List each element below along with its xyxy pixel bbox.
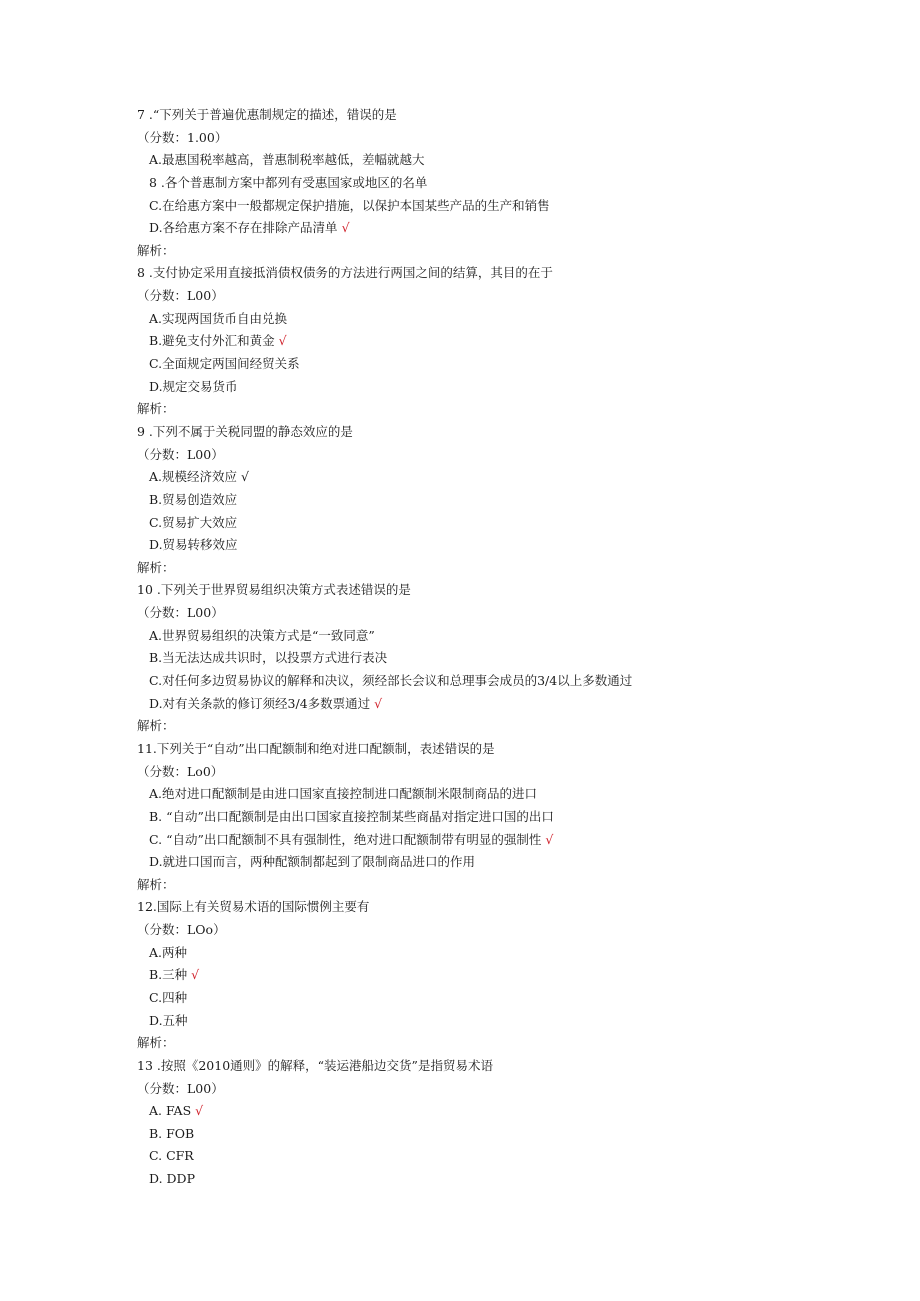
answer-option-text: B.三种 bbox=[149, 967, 188, 983]
correct-answer-check: √ bbox=[374, 695, 383, 711]
answer-option-text: A. FAS bbox=[149, 1103, 192, 1119]
answer-option bbox=[137, 670, 837, 693]
answer-option-text: B. “自动”出口配额制是由出口国家直接控制某些商晶对指定进口国的出口 bbox=[149, 808, 554, 824]
answer-option-text: C. “自动”出口配额制不具有强制性，绝对进口配额制带有明显的强制性 bbox=[149, 831, 542, 847]
answer-option bbox=[137, 987, 837, 1010]
correct-answer-check: √ bbox=[191, 967, 200, 983]
correct-answer-check: √ bbox=[341, 220, 350, 236]
analysis-label bbox=[137, 715, 837, 738]
answer-option bbox=[137, 308, 837, 331]
score-line-text: （分数：1.00） bbox=[137, 129, 228, 145]
answer-option-text: A.世界贸易组织的决策方式是“一致同意” bbox=[149, 627, 375, 643]
score-line bbox=[137, 444, 837, 467]
answer-option bbox=[137, 330, 837, 353]
question-stem bbox=[137, 1055, 837, 1078]
score-line bbox=[137, 1078, 837, 1101]
question-stem bbox=[137, 421, 837, 444]
answer-option bbox=[137, 964, 837, 987]
answer-option-text: B.当无法达成共识时，以投票方式进行表决 bbox=[149, 650, 388, 666]
correct-answer-check: √ bbox=[241, 469, 249, 485]
score-line bbox=[137, 127, 837, 150]
score-line bbox=[137, 919, 837, 942]
correct-answer-check: √ bbox=[278, 333, 287, 349]
answer-option bbox=[137, 1010, 837, 1033]
score-line-text: （分数：L00） bbox=[137, 288, 224, 304]
answer-option bbox=[137, 783, 837, 806]
answer-option-text: C.全面规定两国间经贸关系 bbox=[149, 356, 300, 372]
score-line-text: （分数：L00） bbox=[137, 605, 224, 621]
answer-option bbox=[137, 829, 837, 852]
correct-answer-check: √ bbox=[195, 1103, 204, 1119]
question-stem-text: 11.下列关于“自动”出口配额制和绝对进口配额制，表述错误的是 bbox=[137, 740, 495, 756]
answer-option bbox=[137, 693, 837, 716]
question-stem-text: 10 .下列关于世界贸易组织决策方式表述错误的是 bbox=[137, 582, 411, 598]
analysis-label-text: 解析： bbox=[137, 242, 175, 258]
analysis-label-text: 解析： bbox=[137, 559, 175, 575]
analysis-label bbox=[137, 557, 837, 580]
score-line bbox=[137, 285, 837, 308]
analysis-label bbox=[137, 874, 837, 897]
answer-option-text: D.各给惠方案不存在排除产品清单 bbox=[149, 220, 338, 236]
answer-option-text: C. CFR bbox=[149, 1148, 194, 1164]
answer-option bbox=[137, 466, 837, 489]
answer-option-text: B. FOB bbox=[149, 1125, 195, 1141]
score-line-text: （分数：L00） bbox=[137, 446, 224, 462]
answer-option-text: B.避免支付外汇和黄金 bbox=[149, 333, 275, 349]
answer-option bbox=[137, 625, 837, 648]
answer-option-text: A.绝对进口配额制是由进口国家直接控制进口配额制米限制商品的进口 bbox=[149, 786, 538, 802]
score-line-text: （分数：Lo0） bbox=[137, 763, 224, 779]
answer-option bbox=[137, 534, 837, 557]
answer-option bbox=[137, 172, 837, 195]
answer-option bbox=[137, 1168, 837, 1191]
answer-option bbox=[137, 512, 837, 535]
answer-option-text: D. DDP bbox=[149, 1171, 195, 1187]
answer-option bbox=[137, 217, 837, 240]
score-line-text: （分数：L00） bbox=[137, 1080, 224, 1096]
answer-option-text: C.对任何多边贸易协议的解释和决议，须经部长会议和总理事会成员的3/4以上多数通过 bbox=[149, 673, 633, 689]
answer-option-text: C.四种 bbox=[149, 989, 188, 1005]
answer-option-text: C.贸易扩大效应 bbox=[149, 514, 238, 530]
question-stem-text: 12.国际上有关贸易术语的国际惯例主要有 bbox=[137, 899, 370, 915]
analysis-label-text: 解析： bbox=[137, 718, 175, 734]
question-stem-text: 9 .下列不属于关税同盟的静态效应的是 bbox=[137, 423, 353, 439]
answer-option bbox=[137, 149, 837, 172]
answer-option bbox=[137, 1145, 837, 1168]
answer-option-text: A.两种 bbox=[149, 944, 188, 960]
correct-answer-check: √ bbox=[545, 831, 554, 847]
answer-option-text: D.规定交易货币 bbox=[149, 378, 238, 394]
answer-option bbox=[137, 942, 837, 965]
answer-option-text: A.实现两国货币自由兑换 bbox=[149, 310, 288, 326]
answer-option bbox=[137, 195, 837, 218]
question-stem bbox=[137, 104, 837, 127]
question-stem bbox=[137, 579, 837, 602]
answer-option bbox=[137, 851, 837, 874]
answer-option-text: A.最惠国税率越高，普惠制税率越低，差幅就越大 bbox=[149, 152, 425, 168]
question-stem-text: 13 .按照《2010通则》的解释，“装运港船边交货”是指贸易术语 bbox=[137, 1057, 493, 1073]
question-stem-text: 8 .支付协定采用直接抵消债权债务的方法进行两国之间的结算，其目的在于 bbox=[137, 265, 553, 281]
score-line-text: （分数：LOo） bbox=[137, 922, 226, 938]
answer-option bbox=[137, 1123, 837, 1146]
document-body bbox=[137, 104, 837, 1191]
answer-option bbox=[137, 1100, 837, 1123]
answer-option-text: 8 .各个普惠制方案中都列有受惠国家或地区的名单 bbox=[149, 174, 428, 190]
analysis-label-text: 解析： bbox=[137, 1035, 175, 1051]
question-stem bbox=[137, 738, 837, 761]
analysis-label bbox=[137, 1032, 837, 1055]
answer-option-text: D.五种 bbox=[149, 1012, 188, 1028]
score-line bbox=[137, 602, 837, 625]
answer-option bbox=[137, 353, 837, 376]
answer-option-text: C.在给惠方案中一般都规定保护措施，以保护本国某些产品的生产和销售 bbox=[149, 197, 550, 213]
answer-option bbox=[137, 376, 837, 399]
answer-option-text: D.贸易转移效应 bbox=[149, 537, 238, 553]
answer-option-text: D.就进口国而言，两种配额制都起到了限制商品进口的作用 bbox=[149, 854, 476, 870]
answer-option-text: B.贸易创造效应 bbox=[149, 491, 238, 507]
question-stem-text: 7 .“下列关于普遍优惠制规定的描述，错误的是 bbox=[137, 107, 397, 122]
answer-option bbox=[137, 647, 837, 670]
answer-option-text: D.对有关条款的修订须经3/4多数票通过 bbox=[149, 695, 371, 711]
answer-option bbox=[137, 489, 837, 512]
question-stem bbox=[137, 262, 837, 285]
answer-option-text: A.规模经济效应 bbox=[149, 469, 238, 485]
analysis-label-text: 解析： bbox=[137, 401, 175, 417]
question-stem bbox=[137, 896, 837, 919]
analysis-label bbox=[137, 240, 837, 263]
score-line bbox=[137, 761, 837, 784]
analysis-label-text: 解析： bbox=[137, 876, 175, 892]
answer-option bbox=[137, 806, 837, 829]
analysis-label bbox=[137, 398, 837, 421]
